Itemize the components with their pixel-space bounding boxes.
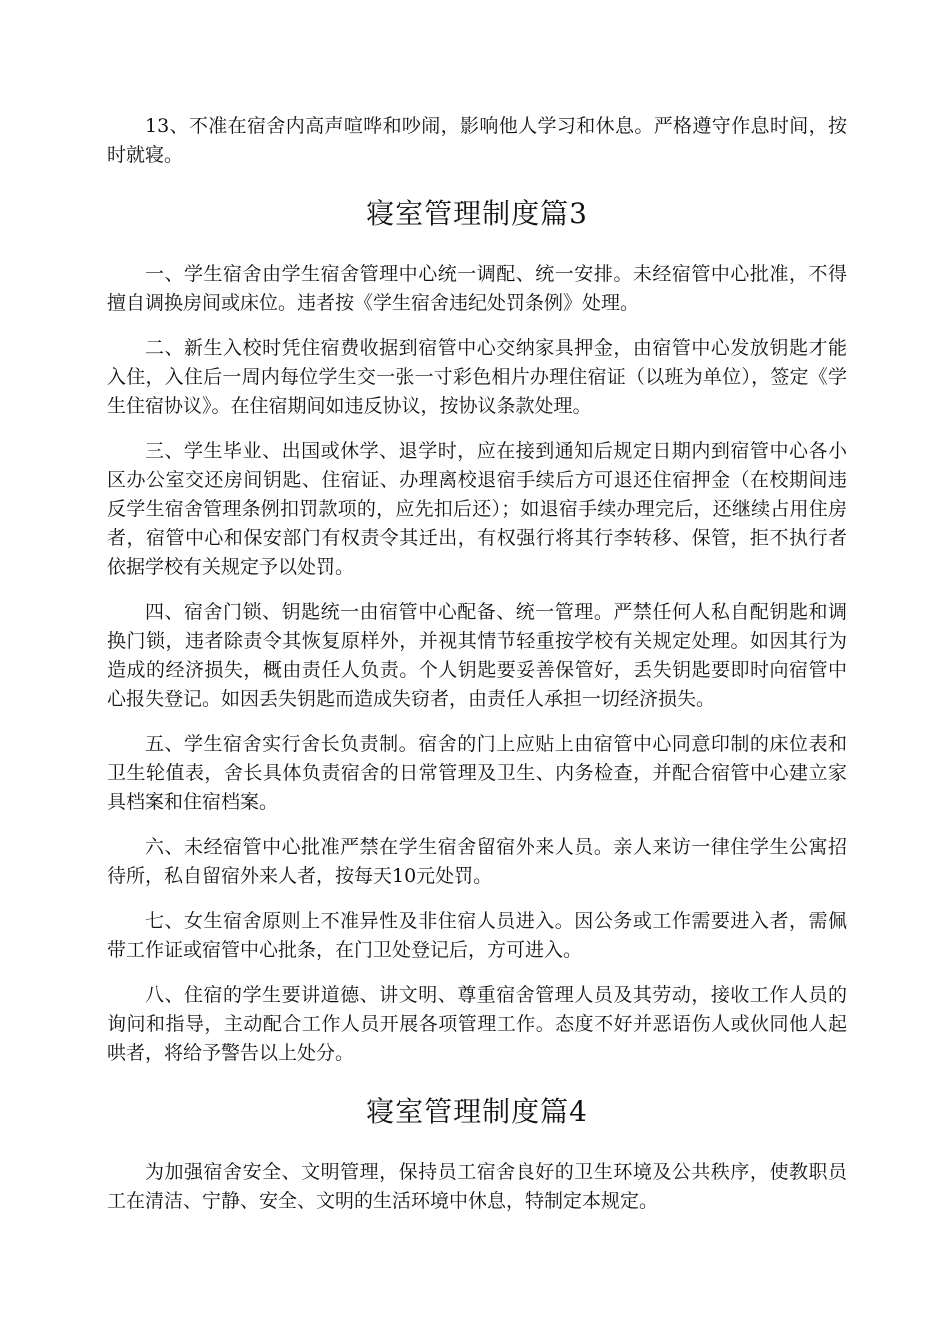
intro-paragraph: 13、不准在宿舍内高声喧哗和吵闹，影响他人学习和休息。严格遵守作息时间，按时就寝。 — [107, 115, 847, 166]
section4-title: 寝室管理制度篇4 — [366, 1095, 588, 1128]
section3-paragraph-4: 四、宿舍门锁、钥匙统一由宿管中心配备、统一管理。严禁任何人私自配钥匙和调换门锁，违者除责令其恢复原样外，并视其情节轻重按学校有关规定处理。如因其行为造成的经济损失，概由责任人负责。个人钥匙要妥善保管好，丢失钥匙要即时向宿管中心报失登记。如因丢失钥匙而造成失窃者，由责任人承担一切经济损失。 — [107, 601, 847, 710]
section3-paragraph-3: 三、学生毕业、出国或休学、退学时，应在接到通知后规定日期内到宿管中心各小区办公室交还房间钥匙、住宿证、办理离校退宿手续后方可退还住宿押金（在校期间违反学生宿舍管理条例扣罚款项的，应先扣后还）；如退宿手续办理完后，还继续占用住房者，宿管中心和保安部门有权责令其迁出，有权强行将其行李转移、保管，拒不执行者依据学校有关规定予以处罚。 — [107, 440, 847, 578]
section3-paragraph-7: 七、女生宿舍原则上不准异性及非住宿人员进入。因公务或工作需要进入者，需佩带工作证或宿管中心批条，在门卫处登记后，方可进入。 — [107, 910, 847, 961]
section3-paragraph-2: 二、新生入校时凭住宿费收据到宿管中心交纳家具押金，由宿管中心发放钥匙才能入住，入住后一周内每位学生交一张一寸彩色相片办理住宿证（以班为单位），签定《学生住宿协议》。在住宿期间如违反协议，按协议条款处理。 — [107, 337, 847, 417]
section3-paragraph-1: 一、学生宿舍由学生宿舍管理中心统一调配、统一安排。未经宿管中心批准，不得擅自调换房间或床位。违者按《学生宿舍违纪处罚条例》处理。 — [107, 263, 847, 314]
section3-title: 寝室管理制度篇3 — [366, 197, 588, 230]
section3-paragraph-8: 八、住宿的学生要讲道德、讲文明、尊重宿舍管理人员及其劳动，接收工作人员的询问和指导，主动配合工作人员开展各项管理工作。态度不好并恶语伤人或伙同他人起哄者，将给予警告以上处分。 — [107, 984, 847, 1064]
document-page — [107, 112, 847, 1216]
section3-paragraph-6: 六、未经宿管中心批准严禁在学生宿舍留宿外来人员。亲人来访一律住学生公寓招待所，私自留宿外来人者，按每天10元处罚。 — [107, 836, 847, 887]
section3-paragraph-5: 五、学生宿舍实行舍长负责制。宿舍的门上应贴上由宿管中心同意印制的床位表和卫生轮值表，舍长具体负责宿舍的日常管理及卫生、内务检查，并配合宿管中心建立家具档案和住宿档案。 — [107, 733, 847, 813]
section4-paragraph-1: 为加强宿舍安全、文明管理，保持员工宿舍良好的卫生环境及公共秩序，使教职员工在清洁、宁静、安全、文明的生活环境中休息，特制定本规定。 — [107, 1161, 847, 1212]
